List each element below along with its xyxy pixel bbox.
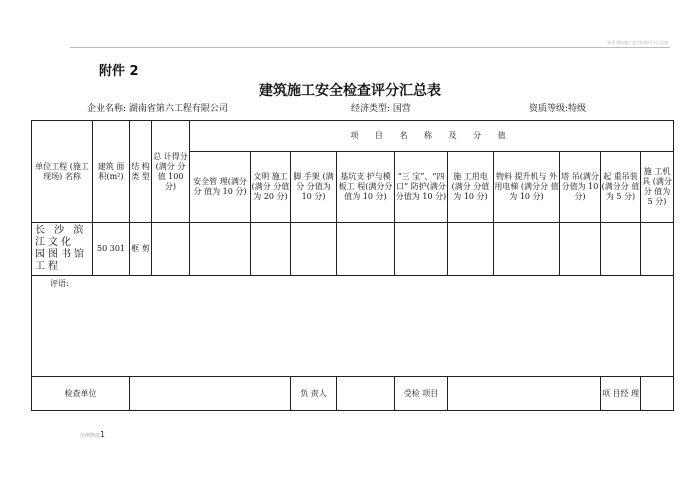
item-machinery: 施 工机具 (满分分 值为 5 分) — [641, 152, 674, 223]
item-lifting: 起 重吊装 (满分分 值为 5 分) — [601, 152, 641, 223]
score-cell — [641, 223, 674, 276]
running-header: 第 4 建筑施工安全检查评分汇总表 — [606, 40, 668, 45]
col-header-unit: 单位工程 (施工现场) 名称 — [32, 121, 93, 223]
col-header-total: 总 计得分 (满分 分值 100 分) — [152, 121, 190, 223]
project-items-header: 项 目 名 称 及 分 值 — [190, 121, 674, 152]
score-cell — [190, 223, 251, 276]
document-title: 建筑施工安全检查评分汇总表 — [259, 83, 441, 99]
economy-type: 经济类型: 国营 — [351, 104, 411, 114]
score-cell — [494, 223, 560, 276]
item-safety-management: 安全管 理(满分分 值为 10 分) — [190, 152, 251, 223]
score-cell — [337, 223, 395, 276]
score-summary-table — [31, 120, 674, 411]
inspect-unit-label: 检查单位 — [32, 377, 130, 411]
item-three-treasures: “三 宝”、“四口” 防护(满分 分值为 10 分) — [395, 152, 448, 223]
project-manager-label: 项 目经 理 — [601, 377, 641, 411]
col-header-structure: 结 构 类 型 — [130, 121, 152, 223]
project-name-cell: 长 沙 滨江文化 园图书馆 工程 — [32, 223, 93, 276]
item-electricity: 施 工用电 (满分 分值为 10 分) — [448, 152, 494, 223]
col-header-area: 建筑 面 积(m²) — [93, 121, 130, 223]
score-cell — [395, 223, 448, 276]
total-score-cell — [152, 223, 190, 276]
page-number: 1 — [100, 430, 106, 439]
inspected-project-value — [448, 377, 601, 411]
structure-cell: 框 剪 — [130, 223, 152, 276]
page-footer — [80, 430, 105, 439]
inspect-unit-value — [130, 377, 291, 411]
item-foundation-formwork: 基坑支 护与模板工 程(满分分 值为 10 分) — [337, 152, 395, 223]
item-civilized-construction: 文明 施工 (满分 分值为 20 分) — [251, 152, 291, 223]
score-cell — [291, 223, 337, 276]
project-manager-value — [641, 377, 674, 411]
item-hoist-elevator: 物料 提升机与 外用电梯 (满分分 值为 10 分) — [494, 152, 560, 223]
inspected-project-label: 受检 项目 — [395, 377, 448, 411]
responsible-value — [337, 377, 395, 411]
company-name: 企业名称: 湖南省第六工程有限公司 — [87, 104, 228, 114]
item-scaffolding: 脚 手架 (满分 分值为 10 分) — [291, 152, 337, 223]
score-cell — [251, 223, 291, 276]
attachment-label: 附件 2 — [99, 64, 139, 79]
item-tower-crane: 塔 吊(满分 分值为 10 分) — [560, 152, 601, 223]
footer-text: 范例修改 — [80, 433, 101, 439]
score-cell — [448, 223, 494, 276]
score-cell — [560, 223, 601, 276]
score-cell — [601, 223, 641, 276]
comments-cell: 评语: — [32, 276, 674, 377]
qualification-level: 资质等级:特级 — [529, 104, 587, 114]
responsible-label: 负 责人 — [291, 377, 337, 411]
header-rule — [70, 47, 670, 48]
area-cell: 50 301 — [93, 223, 130, 276]
